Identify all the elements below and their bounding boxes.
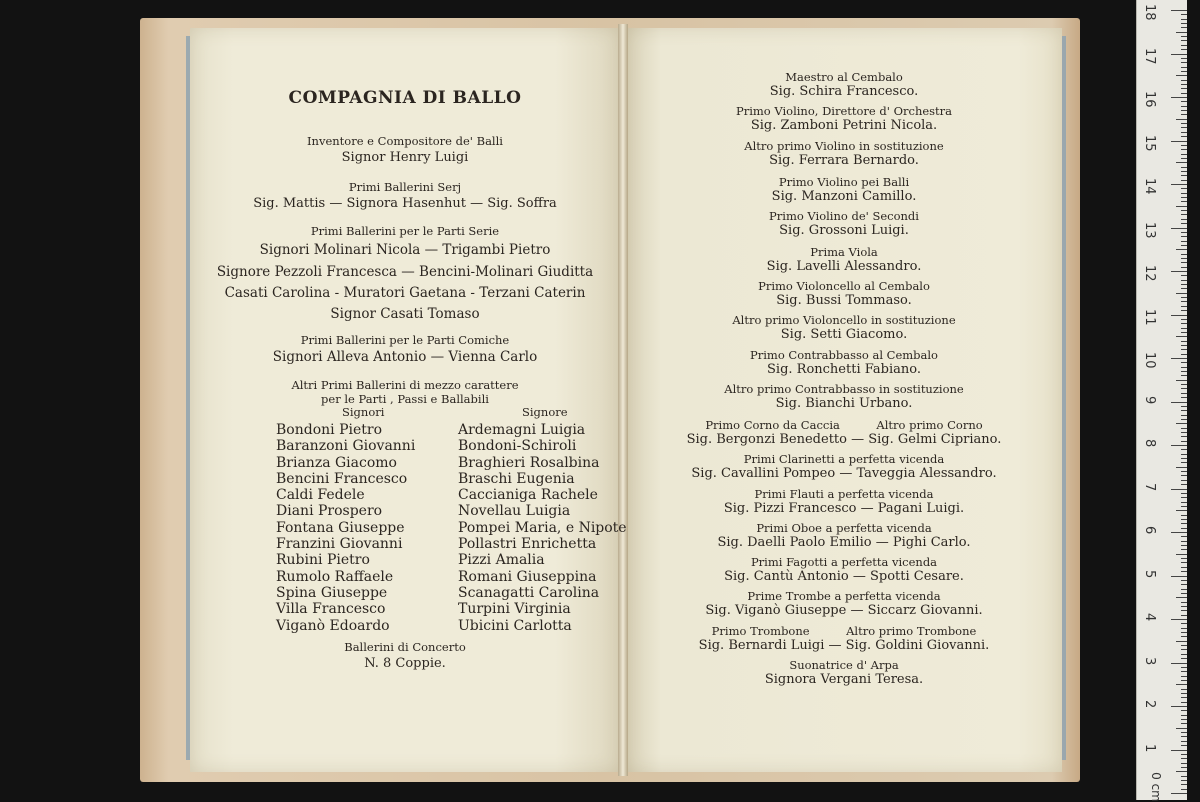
role-name: Signora Vergani Teresa. (764, 672, 924, 687)
ruler-number: 7 (1142, 482, 1157, 491)
role-name: Sig. Daelli Paolo Emilio — Pighi Carlo. (717, 535, 971, 550)
signore-name: Ardemagni Luigia (458, 422, 586, 438)
ruler-tick (1181, 132, 1187, 133)
ruler-tick (1181, 197, 1187, 198)
signore-list (458, 422, 627, 634)
ruler-tick (1171, 489, 1187, 490)
mezzo-carattere-label-2: per le Parti , Passi e Ballabili (321, 392, 489, 406)
signori-name: Brianza Giacomo (276, 454, 397, 471)
ruler-tick (1171, 141, 1187, 142)
ruler-tick (1181, 628, 1187, 629)
ruler-tick (1181, 680, 1187, 681)
role-name: Sig. Manzoni Camillo. (771, 189, 917, 204)
ruler-tick (1181, 241, 1187, 242)
ruler-tick (1181, 436, 1187, 437)
ruler-tick (1171, 402, 1187, 403)
ruler-tick (1181, 441, 1187, 442)
ruler-tick (1176, 510, 1187, 511)
ruler-tick (1181, 93, 1187, 94)
role-name: Sig. Setti Giacomo. (780, 327, 908, 342)
ruler-tick (1181, 419, 1187, 420)
ruler-tick (1181, 732, 1187, 733)
ruler-tick (1181, 145, 1187, 146)
ruler-tick (1181, 149, 1187, 150)
signori-name: Spina Giuseppe (276, 584, 388, 601)
ruler-tick (1181, 528, 1187, 529)
ruler-tick (1181, 519, 1187, 520)
ruler-tick (1181, 167, 1187, 168)
ruler-tick (1181, 280, 1187, 281)
ruler-tick (1181, 654, 1187, 655)
ruler-tick (1181, 262, 1187, 263)
ruler-tick (1176, 597, 1187, 598)
ruler-tick (1181, 658, 1187, 659)
signore-name: Braschi Eugenia (458, 470, 575, 487)
ruler-tick (1181, 693, 1187, 694)
ruler-tick (1181, 88, 1187, 89)
ruler-number: 6 (1142, 526, 1157, 535)
ruler-tick (1181, 497, 1187, 498)
role-name: Sig. Bussi Tommaso. (776, 293, 912, 308)
ruler-tick (1176, 75, 1187, 76)
role-name: Sig. Pizzi Francesco — Pagani Luigi. (723, 501, 965, 516)
ruler-tick (1181, 223, 1187, 224)
ruler-tick (1181, 201, 1187, 202)
ruler-tick (1176, 467, 1187, 468)
page-title: COMPAGNIA DI BALLO (288, 88, 522, 108)
role-label: Primo Trombone Altro primo Trombone (711, 624, 977, 638)
ruler-tick (1181, 384, 1187, 385)
ruler-tick (1176, 293, 1187, 294)
ruler-tick (1181, 428, 1187, 429)
ruler-tick (1181, 275, 1187, 276)
ruler-tick (1181, 214, 1187, 215)
ruler-number: 5 (1142, 569, 1157, 578)
ruler-tick (1171, 663, 1187, 664)
ruler-tick (1171, 228, 1187, 229)
ruler-tick (1181, 667, 1187, 668)
ruler-tick (1181, 493, 1187, 494)
ruler-tick (1181, 484, 1187, 485)
parti-comiche-label: Primi Ballerini per le Parti Comiche (300, 333, 510, 347)
ruler-tick (1181, 536, 1187, 537)
ruler-tick (1176, 684, 1187, 685)
ruler-tick (1181, 415, 1187, 416)
ruler-tick (1181, 123, 1187, 124)
ruler-tick (1181, 736, 1187, 737)
ruler-tick (1171, 184, 1187, 185)
ruler-tick (1181, 449, 1187, 450)
ruler-tick (1171, 54, 1187, 55)
ruler-tick (1181, 49, 1187, 50)
ruler-tick (1181, 584, 1187, 585)
ruler-tick (1181, 171, 1187, 172)
ruler-tick (1181, 27, 1187, 28)
role-label: Primo Contrabbasso al Cembalo (750, 348, 938, 362)
signore-name: Caccianiga Rachele (458, 487, 598, 504)
ruler-tick (1181, 14, 1187, 15)
signore-name: Braghieri Rosalbina (458, 454, 600, 471)
role-label: Primo Violino pei Balli (778, 175, 910, 189)
ruler-number: 3 (1142, 656, 1157, 665)
ruler-tick (1181, 371, 1187, 372)
ruler-number: 14 (1142, 178, 1157, 195)
ruler-tick (1176, 336, 1187, 337)
ruler-number: 18 (1142, 4, 1157, 21)
ruler-tick (1171, 315, 1187, 316)
signore-name: Pizzi Amalia (458, 552, 545, 569)
signori-name: Diani Prospero (276, 503, 383, 520)
ruler-tick (1176, 423, 1187, 424)
ruler-tick (1171, 10, 1187, 11)
ruler-tick (1181, 306, 1187, 307)
role-label: Primi Clarinetti a perfetta vicenda (743, 452, 945, 466)
parti-serie-line-4: Signor Casati Tomaso (330, 306, 480, 322)
ruler-tick (1181, 154, 1187, 155)
ruler-tick (1181, 288, 1187, 289)
ruler-tick (1181, 136, 1187, 137)
role-label: Altro primo Violoncello in sostituzione (732, 313, 956, 327)
role-label: Altro primo Contrabbasso in sostituzione (724, 382, 964, 396)
ruler-tick (1181, 715, 1187, 716)
ruler-tick (1171, 532, 1187, 533)
ruler-tick (1181, 784, 1187, 785)
ruler-tick (1171, 793, 1187, 794)
parti-serie-line-1: Signori Molinari Nicola — Trigambi Pietro (259, 242, 551, 258)
ruler-tick (1181, 741, 1187, 742)
ruler-tick (1181, 388, 1187, 389)
ruler-tick (1181, 767, 1187, 768)
role-label: Suonatrice d' Arpa (789, 658, 899, 672)
role-label: Primo Violino, Direttore d' Orchestra (735, 104, 953, 118)
signore-name: Ubicini Carlotta (458, 617, 572, 634)
ruler-tick (1176, 119, 1187, 120)
ruler-number: 8 (1142, 439, 1157, 448)
ruler-tick (1181, 645, 1187, 646)
mezzo-carattere-label-1: Altri Primi Ballerini di mezzo carattere (291, 378, 519, 392)
role-name: Sig. Ferrara Bernardo. (769, 153, 919, 168)
ruler-tick (1176, 32, 1187, 33)
role-name: Sig. Viganò Giuseppe — Siccarz Giovanni. (705, 603, 983, 618)
signori-name: Baranzoni Giovanni (276, 438, 416, 455)
signore-name: Novellau Luigia (458, 503, 571, 520)
ruler-tick (1181, 610, 1187, 611)
role-label: Primo Violino de' Secondi (769, 209, 919, 223)
ruler-tick (1181, 40, 1187, 41)
ruler-tick (1176, 249, 1187, 250)
role-label: Maestro al Cembalo (785, 70, 903, 84)
ruler-tick (1181, 341, 1187, 342)
ruler-tick (1181, 567, 1187, 568)
signori-name: Caldi Fedele (276, 487, 365, 504)
ruler-tick (1181, 297, 1187, 298)
ruler-tick (1181, 245, 1187, 246)
ruler-tick (1181, 375, 1187, 376)
ruler-tick (1181, 284, 1187, 285)
ruler-number: 2 (1142, 700, 1157, 709)
signore-name: Romani Giuseppina (458, 568, 597, 585)
ruler-tick (1181, 114, 1187, 115)
role-name: Sig. Bianchi Urbano. (775, 396, 913, 411)
ruler-number: 15 (1142, 134, 1157, 152)
ruler-number: 9 (1142, 395, 1157, 404)
signori-name: Rubini Pietro (276, 552, 370, 569)
ruler-tick (1181, 319, 1187, 320)
ruler-tick (1181, 354, 1187, 355)
concerto-label: Ballerini di Concerto (344, 640, 466, 654)
ruler-number: 13 (1142, 221, 1157, 239)
signore-name: Turpini Virginia (458, 601, 571, 618)
ruler-tick (1181, 789, 1187, 790)
ruler-tick (1171, 619, 1187, 620)
ruler-tick (1181, 232, 1187, 233)
ruler-tick (1181, 571, 1187, 572)
ruler-tick (1181, 697, 1187, 698)
role-name: Sig. Bergonzi Benedetto — Sig. Gelmi Cipriano. (686, 432, 1002, 447)
ruler-tick (1181, 502, 1187, 503)
ruler-tick (1181, 562, 1187, 563)
ruler-number: 10 (1142, 352, 1157, 369)
role-name: Sig. Cavallini Pompeo — Taveggia Alessandro. (691, 466, 997, 481)
ruler-tick (1181, 175, 1187, 176)
role-label: Primo Corno da Caccia Altro primo Corno (705, 418, 983, 432)
ruler-tick (1181, 67, 1187, 68)
signore-name: Bondoni-Schiroli (458, 438, 577, 455)
ruler-tick (1181, 462, 1187, 463)
role-name: Sig. Bernardi Luigi — Sig. Goldini Giovanni. (698, 638, 990, 653)
ruler-tick (1181, 480, 1187, 481)
ruler-tick (1181, 780, 1187, 781)
ruler-tick (1176, 380, 1187, 381)
signore-header: Signore (522, 405, 568, 419)
ruler-tick (1181, 758, 1187, 759)
ruler-tick (1181, 310, 1187, 311)
ruler-tick (1171, 706, 1187, 707)
primi-serj-names: Sig. Mattis — Signora Hasenhut — Sig. Soffra (253, 196, 557, 211)
ruler-tick (1181, 332, 1187, 333)
ruler-tick (1181, 236, 1187, 237)
ruler-tick (1181, 515, 1187, 516)
ruler-tick (1181, 328, 1187, 329)
ruler-tick (1181, 367, 1187, 368)
signore-name: Scanagatti Carolina (458, 584, 600, 601)
role-label: Prime Trombe a perfetta vicenda (747, 589, 941, 603)
ruler-tick (1181, 458, 1187, 459)
ruler-tick (1181, 323, 1187, 324)
ruler-tick (1181, 745, 1187, 746)
ruler-tick (1181, 410, 1187, 411)
role-name: Sig. Lavelli Alessandro. (766, 259, 922, 274)
ruler-tick (1181, 671, 1187, 672)
ruler-tick (1181, 454, 1187, 455)
ruler-tick (1181, 763, 1187, 764)
role-name: Sig. Grossoni Luigi. (779, 223, 909, 238)
ruler-tick (1181, 84, 1187, 85)
ruler-number: 4 (1142, 613, 1157, 622)
signori-header: Signori (342, 405, 385, 419)
inventore-name: Signor Henry Luigi (341, 150, 469, 165)
ruler-tick (1171, 358, 1187, 359)
signori-name: Fontana Giuseppe (276, 519, 405, 536)
ruler-tick (1181, 301, 1187, 302)
ruler-tick (1176, 554, 1187, 555)
ruler-tick (1181, 188, 1187, 189)
ruler-tick (1181, 606, 1187, 607)
ruler-tick (1181, 523, 1187, 524)
ruler-tick (1181, 506, 1187, 507)
ruler-tick (1181, 45, 1187, 46)
ruler-tick (1181, 362, 1187, 363)
ruler-tick (1181, 710, 1187, 711)
role-name: Sig. Ronchetti Fabiano. (767, 362, 921, 377)
ruler-tick (1181, 475, 1187, 476)
ruler-tick (1181, 723, 1187, 724)
ruler-tick (1181, 71, 1187, 72)
ruler-tick (1181, 210, 1187, 211)
signori-name: Bondoni Pietro (276, 422, 382, 438)
role-label: Primi Fagotti a perfetta vicenda (750, 555, 938, 569)
ruler-tick (1176, 728, 1187, 729)
ruler-tick (1181, 719, 1187, 720)
ruler-tick (1181, 345, 1187, 346)
ruler-tick (1176, 641, 1187, 642)
ruler-tick (1181, 676, 1187, 677)
signori-list (276, 422, 415, 634)
ruler-tick (1181, 632, 1187, 633)
ruler-tick (1176, 771, 1187, 772)
ruler-number: 12 (1142, 265, 1157, 282)
ruler-tick (1176, 206, 1187, 207)
ruler-unit: 0 cm (1148, 772, 1163, 802)
primi-serj-label: Primi Ballerini Serj (348, 180, 462, 194)
parti-serie-line-2: Signore Pezzoli Francesca — Bencini-Molinari Giuditta (216, 264, 594, 280)
parti-comiche-names: Signori Alleva Antonio — Vienna Carlo (272, 349, 538, 365)
signori-name: Villa Francesco (276, 601, 386, 618)
ruler-tick (1181, 80, 1187, 81)
ruler-tick (1181, 193, 1187, 194)
ruler-tick (1181, 471, 1187, 472)
role-label: Primo Violoncello al Cembalo (758, 279, 930, 293)
ruler-tick (1181, 545, 1187, 546)
ruler-tick (1171, 750, 1187, 751)
ruler-tick (1181, 549, 1187, 550)
ruler-tick (1181, 110, 1187, 111)
ruler-tick (1181, 615, 1187, 616)
ruler-number: 1 (1142, 743, 1157, 752)
ruler-tick (1171, 576, 1187, 577)
role-name: Sig. Zamboni Petrini Nicola. (750, 118, 938, 133)
ruler-tick (1181, 649, 1187, 650)
ruler-tick (1181, 432, 1187, 433)
parti-serie-label: Primi Ballerini per le Parti Serie (310, 224, 500, 238)
ruler-tick (1181, 602, 1187, 603)
signori-name: Franzini Giovanni (276, 536, 403, 553)
measuring-ruler (1136, 0, 1187, 800)
ruler-tick (1181, 101, 1187, 102)
ruler-number: 11 (1142, 308, 1157, 326)
ruler-tick (1181, 219, 1187, 220)
ruler-tick (1171, 271, 1187, 272)
ruler-tick (1171, 97, 1187, 98)
ruler-tick (1181, 106, 1187, 107)
parti-serie-line-3: Casati Carolina - Muratori Gaetana - Terzani Caterin (224, 285, 586, 301)
ruler-tick (1181, 349, 1187, 350)
signore-name: Pollastri Enrichetta (458, 536, 597, 553)
ruler-tick (1181, 702, 1187, 703)
ruler-tick (1181, 558, 1187, 559)
ruler-tick (1181, 689, 1187, 690)
ruler-tick (1181, 158, 1187, 159)
role-label: Prima Viola (810, 245, 878, 259)
ruler-tick (1181, 406, 1187, 407)
role-label: Primi Oboe a perfetta vicenda (756, 521, 932, 535)
signori-name: Rumolo Raffaele (276, 568, 394, 585)
ruler-tick (1181, 23, 1187, 24)
ruler-tick (1181, 593, 1187, 594)
ruler-tick (1181, 541, 1187, 542)
ruler-tick (1181, 267, 1187, 268)
ruler-tick (1181, 62, 1187, 63)
signore-name: Pompei Maria, e Nipote (458, 519, 627, 536)
ruler-tick (1176, 162, 1187, 163)
ruler-tick (1181, 254, 1187, 255)
concerto-value: N. 8 Coppie. (364, 656, 446, 671)
ruler-number: 16 (1142, 91, 1157, 108)
ruler-tick (1171, 445, 1187, 446)
ruler-tick (1181, 58, 1187, 59)
signori-name: Bencini Francesco (276, 470, 408, 487)
signori-name: Viganò Edoardo (276, 617, 390, 634)
ruler-tick (1181, 754, 1187, 755)
role-name: Sig. Cantù Antonio — Spotti Cesare. (724, 569, 964, 584)
role-label: Primi Flauti a perfetta vicenda (754, 487, 934, 501)
ruler-tick (1181, 589, 1187, 590)
ruler-tick (1181, 776, 1187, 777)
ruler-tick (1181, 397, 1187, 398)
ruler-tick (1181, 258, 1187, 259)
ruler-tick (1181, 127, 1187, 128)
ruler-number: 17 (1142, 47, 1157, 65)
role-label: Altro primo Violino in sostituzione (744, 139, 944, 153)
inventore-label: Inventore e Compositore de' Balli (307, 134, 503, 148)
ruler-tick (1181, 36, 1187, 37)
role-name: Sig. Schira Francesco. (769, 84, 919, 99)
ruler-tick (1181, 19, 1187, 20)
ruler-tick (1181, 580, 1187, 581)
ruler-tick (1181, 393, 1187, 394)
ruler-tick (1181, 623, 1187, 624)
ruler-tick (1181, 636, 1187, 637)
ruler-tick (1181, 180, 1187, 181)
